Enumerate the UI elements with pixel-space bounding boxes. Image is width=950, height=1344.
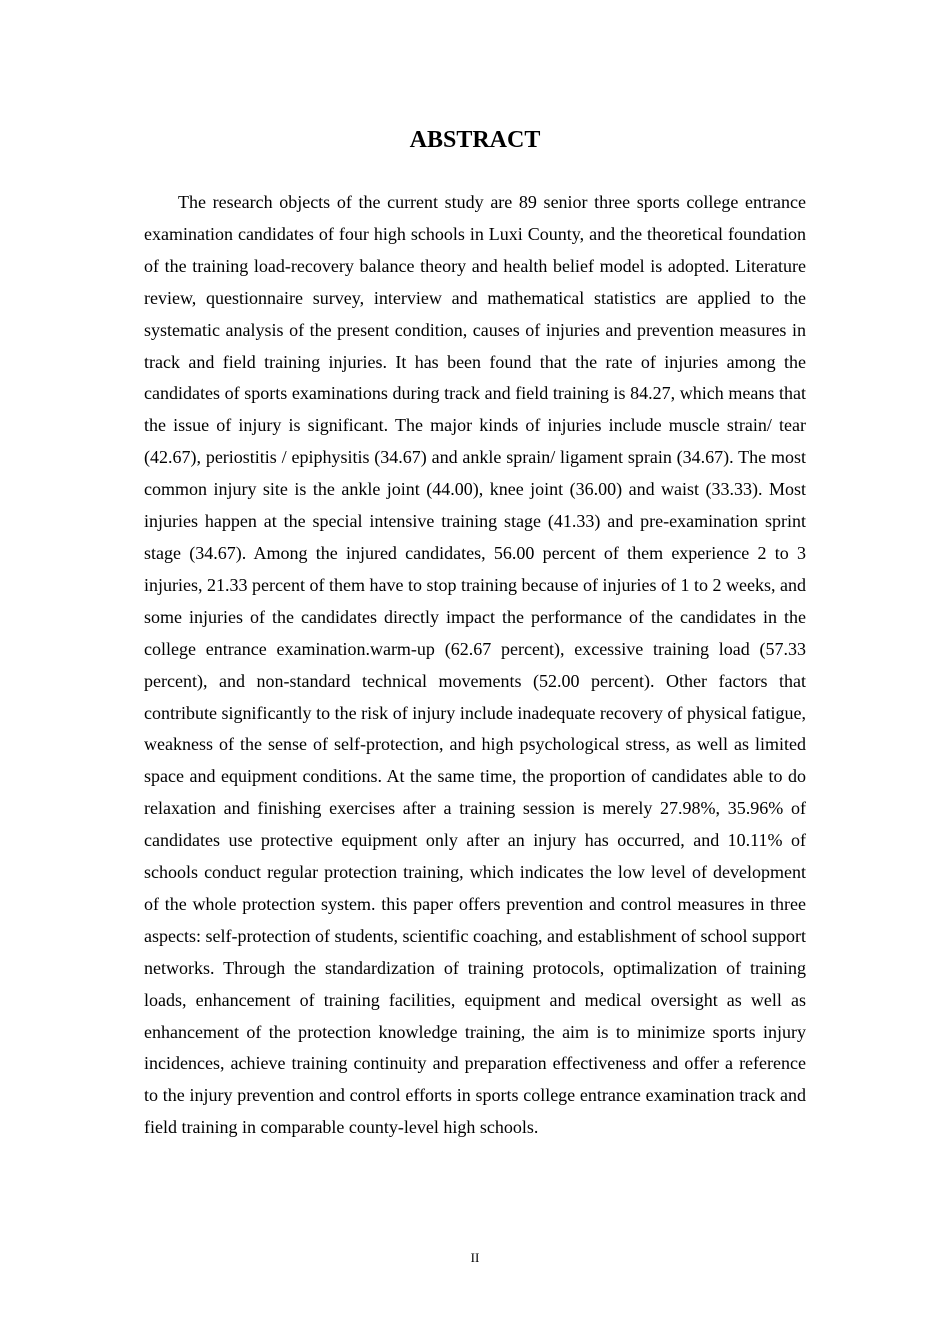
page-number: II xyxy=(470,1250,480,1265)
abstract-body-text: The research objects of the current study are 89 senior three sports college entrance examination candidates of four high schools in Luxi County, and the theoretical foundation of the training load-recovery balance theory and health belief model is adopted. Literature review, questionnaire survey, interview and mathematical statistics are applied to the systematic analysis of the present condition, causes of injuries and prevention measures in track and field training injuries. It has been found that the rate of injuries among the candidates of sports examinations during track and field training is 84.27, which means that the issue of injury is significant. The major kinds of injuries include muscle strain/ tear (42.67), periostitis / epiphysitis (34.67) and ankle sprain/ ligament sprain (34.67). The most common injury site is the ankle joint (44.00), knee joint (36.00) and waist (33.33). Most injuries happen at the special intensive training stage (41.33) and pre-examination sprint stage (34.67). Among the injured candidates, 56.00 percent of them experience 2 to 3 injuries, 21.33 percent of them have to stop training because of injuries of 1 to 2 weeks, and some injuries of the candidates directly impact the performance of the candidates in the college entrance examination.warm-up (62.67 percent), excessive training load (57.33 percent), and non-standard technical movements (52.00 percent). Other factors that contribute significantly to the risk of injury include inadequate recovery of physical fatigue, weakness of the sense of self-protection, and high psychological stress, as well as limited space and equipment conditions. At the same time, the proportion of candidates able to do relaxation and finishing exercises after a training session is merely 27.98%, 35.96% of candidates use protective equipment only after an injury has occurred, and 10.11% of schools conduct regular protection training, which indicates the low level of development of the whole protection system. this paper offers prevention and control measures in three aspects: self-protection of students, scientific coaching, and establishment of school support networks. Through the standardization of training protocols, optimalization of training loads, enhancement of training facilities, equipment and medical oversight as well as enhancement of the protection knowledge training, the aim is to minimize sports injury incidences, achieve training continuity and preparation effectiveness and offer a reference to the injury prevention and control efforts in sports college entrance examination track and field training in comparable county-level high schools. xyxy=(144,192,806,1138)
abstract-title: ABSTRACT xyxy=(409,127,541,153)
